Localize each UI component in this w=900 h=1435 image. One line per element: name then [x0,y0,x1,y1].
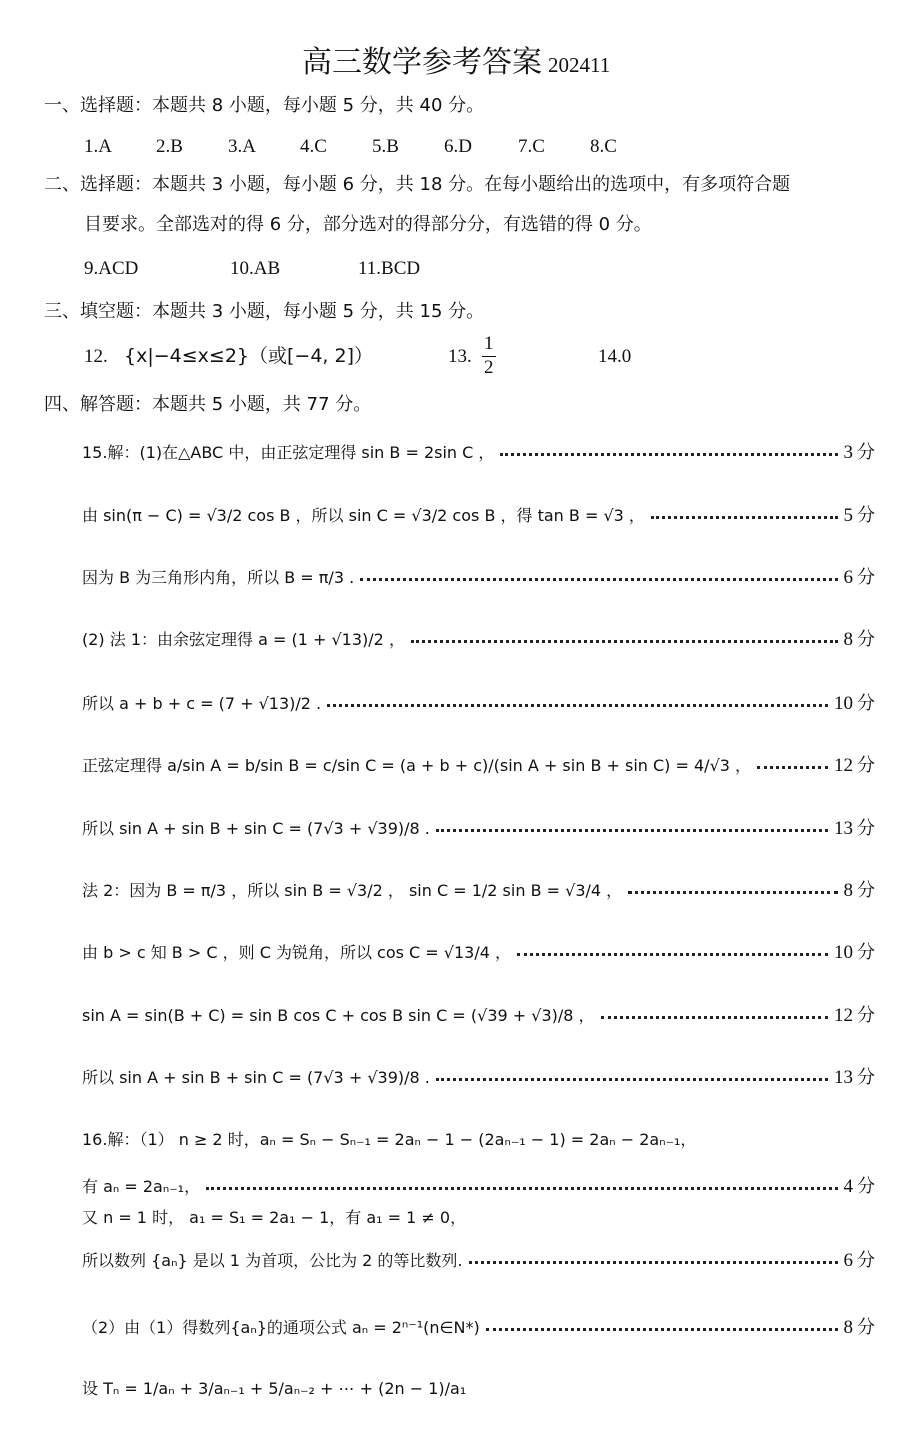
leader-dots [327,704,828,707]
q16-line: 设 Tₙ = 1/aₙ + 3/aₙ₋₁ + 5/aₙ₋₂ + ⋯ + (2n − 1)/a₁ [82,1378,467,1398]
leader-dots [517,953,828,956]
answer-item: 3.A [228,136,256,157]
section-two-heading-line2: 目要求。全部选对的得 6 分，部分选对的得部分分，有选错的得 0 分。 [84,214,652,235]
score-label: 5 分 [843,505,875,526]
q14-answer: 14.0 [598,346,632,367]
title-code: 202411 [548,53,611,77]
score-label: 12 分 [834,755,875,776]
section-three-heading: 三、填空题：本题共 3 小题，每小题 5 分，共 15 分。 [44,301,485,322]
leader-dots [486,1328,838,1331]
q15-line: 所以 sin A + sin B + sin C = (7√3 + √39)/8 . 13 分 [82,804,875,850]
score-label: 6 分 [843,567,875,588]
leader-dots [360,578,837,581]
answer-item: 8.C [590,136,617,157]
leader-dots [628,891,837,894]
section-one-heading: 一、选择题：本题共 8 小题，每小题 5 分，共 40 分。 [44,95,485,116]
answer-item: 2.B [156,136,183,157]
answer-item: 1.A [84,136,112,157]
q16-line: 又 n = 1 时， a₁ = S₁ = 2a₁ − 1，有 a₁ = 1 ≠ 0， [82,1207,467,1227]
score-label: 10 分 [834,693,875,714]
leader-dots [469,1261,838,1264]
q16-line: 所以数列 {aₙ} 是以 1 为首项，公比为 2 的等比数列. 6 分 [82,1236,875,1282]
q15-line: 15.解：(1)在△ABC 中，由正弦定理得 sin B = 2sin C ， 3 分 [82,428,875,474]
section-two-heading-line1: 二、选择题：本题共 3 小题，每小题 6 分，共 18 分。在每小题给出的选项中，有多项符合题 [44,174,791,195]
score-label: 6 分 [843,1250,875,1271]
leader-dots [500,453,837,456]
answer-item: 6.D [444,136,472,157]
q15-line: 所以 a + b + c = (7 + √13)/2 . 10 分 [82,679,875,725]
q15-line: sin A = sin(B + C) = sin B cos C + cos B sin C = (√39 + √3)/8 ， 12 分 [82,991,875,1037]
q15-line: 由 b > c 知 B > C ，则 C 为锐角，所以 cos C = √13/4 ， 10 分 [82,928,875,974]
leader-dots [436,1078,828,1081]
answer-item: 9.ACD [84,258,139,279]
q12-label: 12. [84,346,108,367]
q15-line: 正弦定理得 a/sin A = b/sin B = c/sin C = (a + b + c)/(sin A + sin B + sin C) = 4/√3 ， 12 分 [82,741,875,787]
q16-line: （2）由（1）得数列{aₙ}的通项公式 aₙ = 2ⁿ⁻¹(n∈N*) 8 分 [82,1303,875,1349]
page-title: 高三数学参考答案 202411 [302,45,611,80]
q16-line: 16.解：（1） n ≥ 2 时，aₙ = Sₙ − Sₙ₋₁ = 2aₙ − 1 − (2aₙ₋₁ − 1) = 2aₙ − 2aₙ₋₁， [82,1129,697,1149]
leader-dots [651,516,838,519]
q15-line: 因为 B 为三角形内角，所以 B = π/3 . 6 分 [82,553,875,599]
leader-dots [411,640,838,643]
score-label: 3 分 [843,442,875,463]
score-label: 8 分 [843,880,875,901]
section-four-heading: 四、解答题：本题共 5 小题，共 77 分。 [44,394,372,415]
answer-item: 11.BCD [358,258,421,279]
q12-answer: {x|−4≤x≤2}（或[−4, 2]） [124,345,374,367]
score-label: 13 分 [834,818,875,839]
score-label: 4 分 [843,1176,875,1197]
score-label: 10 分 [834,942,875,963]
score-label: 8 分 [843,1317,875,1338]
answer-item: 10.AB [230,258,281,279]
q15-line: 法 2：因为 B = π/3 ，所以 sin B = √3/2 ， sin C = 1/2 sin B = √3/4 ， 8 分 [82,866,875,912]
q13-label: 13. [448,346,472,367]
score-label: 8 分 [843,629,875,650]
q16-line: 有 aₙ = 2aₙ₋₁， 4 分 [82,1162,875,1208]
score-label: 12 分 [834,1005,875,1026]
q15-line: 由 sin(π − C) = √3/2 cos B ，所以 sin C = √3/2 cos B ，得 tan B = √3 ， 5 分 [82,491,875,537]
q15-line: (2) 法 1：由余弦定理得 a = (1 + √13)/2 ， 8 分 [82,615,875,661]
q15-line: 所以 sin A + sin B + sin C = (7√3 + √39)/8 . 13 分 [82,1053,875,1099]
q13-fraction: $\frac{1}{2}$ [484,333,494,378]
leader-dots [436,829,828,832]
score-label: 13 分 [834,1067,875,1088]
answer-item: 5.B [372,136,399,157]
answer-item: 7.C [518,136,545,157]
leader-dots [206,1187,837,1190]
leader-dots [601,1016,828,1019]
leader-dots [757,766,828,769]
answer-item: 4.C [300,136,327,157]
